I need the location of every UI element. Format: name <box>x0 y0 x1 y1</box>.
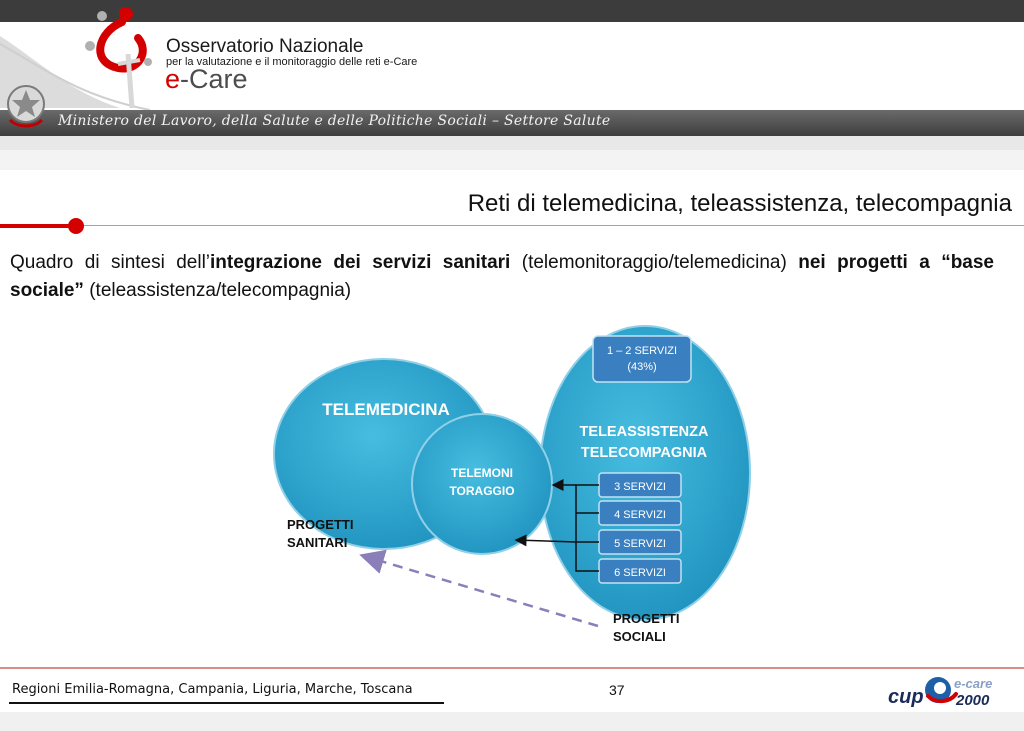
intro-part-1: Quadro di sintesi dell’ <box>10 252 211 273</box>
grey-strip-light <box>0 150 1024 170</box>
cup-logo-text: cup <box>888 686 924 708</box>
service-label-5: 5 SERVIZI <box>614 538 666 550</box>
title-accent-bar <box>0 224 72 228</box>
org-title: Osservatorio Nazionale <box>166 36 364 57</box>
progetti-sociali-label-1: PROGETTI <box>613 611 680 626</box>
italian-emblem-icon <box>4 80 48 130</box>
progetti-sociali-label-2: SOCIALI <box>613 629 666 644</box>
ecare-logo-text: e-care <box>954 676 993 691</box>
service-label-6: 6 SERVIZI <box>614 567 666 579</box>
services-diagram <box>260 318 760 658</box>
footer-underline <box>9 702 444 704</box>
cup2000-logo <box>888 674 1018 710</box>
intro-paragraph <box>10 249 994 305</box>
service-label-3: 3 SERVIZI <box>614 481 666 493</box>
telemonitoraggio-label-1: TELEMONI <box>451 466 513 480</box>
ecare-brand <box>165 64 248 95</box>
footer-band <box>0 712 1024 731</box>
title-accent-dot <box>68 218 84 234</box>
top-services-box <box>593 336 691 382</box>
service-label-4: 4 SERVIZI <box>614 509 666 521</box>
year-logo-text: 2000 <box>956 692 990 709</box>
progetti-sanitari-label-2: SANITARI <box>287 535 348 550</box>
footer-rule <box>0 667 1024 669</box>
teleassistenza-label-1: TELEASSISTENZA <box>579 424 709 440</box>
teleassistenza-label-2: TELECOMPAGNIA <box>580 445 708 461</box>
top-services-percent: (43%) <box>627 361 657 373</box>
ministry-text: Ministero del Lavoro, della Salute e delle Politiche Sociali – Settore Salute <box>58 113 611 129</box>
intro-part-2: integrazione dei servizi sanitari <box>210 252 511 273</box>
telemedicina-label: TELEMEDICINA <box>322 400 450 419</box>
page-number: 37 <box>609 682 625 698</box>
intro-part-5: (teleassistenza/telecompagnia) <box>83 280 352 301</box>
progetti-sanitari-label-1: PROGETTI <box>287 517 354 532</box>
footer-regions: Regioni Emilia-Romagna, Campania, Liguria, Marche, Toscana <box>12 682 413 697</box>
grey-strip <box>0 136 1024 150</box>
ecare-prefix: e <box>165 64 181 94</box>
slide-title: Reti di telemedicina, teleassistenza, telecompagnia <box>467 190 1012 217</box>
telemonitoraggio-label-2: TORAGGIO <box>449 484 515 498</box>
ecare-suffix: -Care <box>180 64 248 94</box>
top-services-label: 1 – 2 SERVIZI <box>606 345 678 357</box>
intro-part-3: (telemonitoraggio/telemedicina) <box>510 252 799 273</box>
org-subtitle: per la valutazione e il monitoraggio delle reti e-Care <box>166 56 418 68</box>
observatory-logo <box>78 2 168 110</box>
intro-part-4: nei progetti a “base sociale” <box>10 252 995 301</box>
title-rule <box>0 225 1024 226</box>
